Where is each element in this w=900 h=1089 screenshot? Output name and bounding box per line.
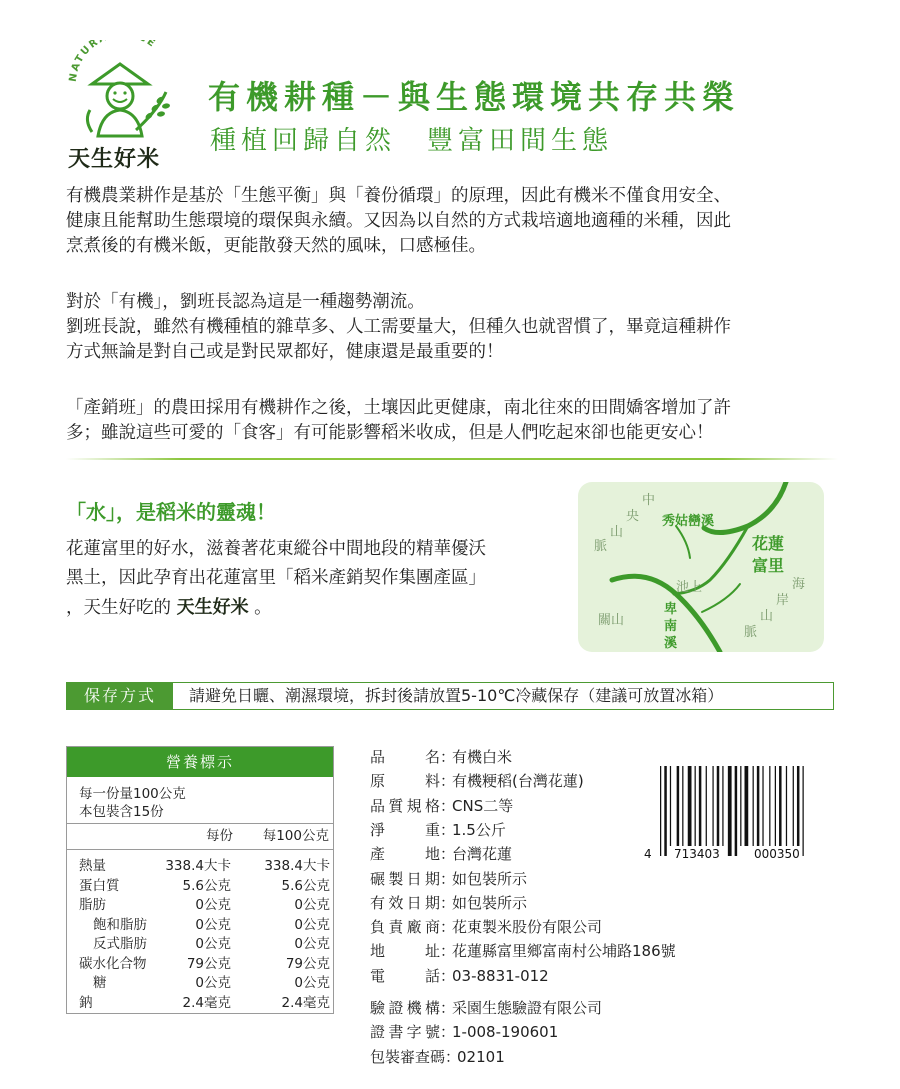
map-label-coastal-4: 脈: [744, 625, 758, 640]
inline-brand-name: 天生好米: [176, 597, 249, 618]
barcode-bar: [706, 766, 707, 846]
info-label: 有效日期: [370, 893, 440, 912]
map-label-xiugu-river: 秀姑巒溪: [662, 514, 715, 529]
info-colon: ：: [440, 893, 456, 912]
nutrient-per-100g: 0公克: [294, 897, 330, 913]
barcode-bar: [722, 766, 723, 846]
nutrient-name: 熱量: [79, 858, 106, 874]
map-label-fuli: 富里: [751, 556, 784, 575]
serving-info: [79, 785, 186, 821]
info-label: 原料: [370, 772, 440, 791]
water-paragraph: [66, 535, 566, 623]
serving-size: 每一份量100公克: [79, 786, 186, 802]
info-value: 如包裝所示: [452, 893, 528, 912]
info-row: [370, 795, 513, 817]
nutrient-per-100g: 0公克: [294, 936, 330, 952]
barcode-bar: [660, 766, 661, 856]
nutrition-column-headers: [67, 827, 333, 846]
info-value: 花蓮縣富里鄉富南村公埔路186號: [452, 942, 676, 961]
paragraph-line: [66, 593, 566, 623]
info-row: [370, 892, 527, 914]
map-label-beinan-1: 卑: [664, 602, 678, 617]
barcode-bar: [786, 766, 787, 846]
paragraph-line: 對於「有機」，劉班長認為這是一種趨勢潮流。: [66, 292, 425, 312]
map-label-central-3: 山: [610, 525, 624, 540]
map-label-beinan-3: 溪: [664, 636, 678, 651]
info-row: [370, 916, 602, 938]
section-divider: [66, 458, 838, 460]
barcode-bar: [793, 766, 794, 846]
logo-arc-text: NATUR E: [67, 40, 159, 83]
info-label: 品質規格: [370, 796, 440, 815]
info-value: 有機白米: [452, 748, 513, 766]
barcode-bar: [745, 766, 749, 846]
region-map: [578, 482, 824, 652]
nutrient-per-serving: 5.6公克: [182, 877, 231, 894]
nutrient-per-100g: 338.4大卡: [264, 858, 330, 874]
info-row: [370, 770, 584, 792]
info-value: 台灣花蓮: [452, 845, 513, 864]
nutrient-per-serving: 0公克: [195, 916, 231, 933]
info-colon: ：: [440, 869, 456, 888]
info-label: 證書字號: [370, 1023, 440, 1042]
nutrition-row: [67, 994, 333, 1013]
nutrition-row: [67, 857, 333, 876]
info-colon: ：: [445, 1047, 461, 1066]
storage-instructions: 請避免日曬、潮濕環境，拆封後請放置5-10℃冷藏保存（建議可放置冰箱）: [189, 686, 724, 705]
page-subtitle: 種植回歸自然 豐富田間生態: [210, 126, 614, 156]
column-header-per-serving: 每份: [206, 828, 233, 844]
nutrition-divider: [67, 823, 333, 824]
nutrient-per-serving: 0公克: [195, 975, 231, 991]
info-label: 電話: [370, 966, 440, 985]
paragraph-line: 「產銷班」的農田採用有機耕作之後，土壤因此更健康，南北往來的田間嬌客增加了許: [66, 398, 731, 418]
page-title: 有機耕種－與生態環境共存共榮: [208, 78, 741, 116]
nutrient-name: 蛋白質: [79, 877, 120, 894]
barcode-bar: [797, 766, 800, 846]
map-label-coastal-2: 岸: [776, 593, 790, 608]
info-colon: ：: [440, 820, 456, 839]
info-row: [370, 819, 506, 841]
barcode-bar: [769, 766, 770, 846]
nutrient-name: 反式脂肪: [93, 936, 147, 952]
nutrient-name: 鈉: [79, 994, 93, 1011]
info-colon: ：: [440, 966, 456, 985]
barcode-bar: [695, 766, 696, 846]
nutrition-row: [67, 974, 333, 993]
nutrition-row: [67, 916, 333, 935]
nutrient-name: 脂肪: [79, 897, 106, 913]
nutrient-per-serving: 0公克: [195, 897, 231, 913]
nutrition-row: [67, 877, 333, 896]
nutrient-name: 碳水化合物: [79, 955, 147, 972]
info-row: [370, 997, 602, 1019]
nutrient-per-serving: 79公克: [186, 955, 231, 972]
info-label: 負責廠商: [370, 918, 440, 937]
info-value: 采園生態驗證有限公司: [452, 999, 603, 1017]
map-label-coastal-1: 海: [792, 577, 806, 592]
nutrient-per-serving: 0公克: [195, 936, 231, 952]
info-row: [370, 746, 512, 768]
info-row: [370, 868, 527, 890]
info-colon: ：: [440, 918, 456, 937]
info-row: [370, 940, 676, 962]
nutrient-per-serving: 2.4毫克: [182, 994, 231, 1011]
map-label-coastal-3: 山: [760, 609, 774, 624]
info-row: [370, 965, 549, 987]
paragraph-line: 黑土，因此孕育出花蓮富里「稻米產銷契作集團產區」: [66, 568, 486, 588]
map-label-central-4: 脈: [594, 539, 608, 554]
map-label-beinan-2: 南: [664, 619, 678, 634]
info-value: 有機粳稻(台灣花蓮): [452, 772, 584, 791]
map-label-central-1: 中: [642, 493, 656, 508]
info-value: 02101: [457, 1047, 505, 1066]
barcode-bar: [717, 766, 720, 846]
info-label: 地址: [370, 942, 440, 961]
paragraph-line: 健康且能幫助生態環境的環保與永續。又因為以自然的方式栽培適地適種的米種，因此: [66, 211, 731, 231]
info-colon: ：: [440, 999, 456, 1017]
paragraph-line: 烹煮後的有機米飯，更能散發天然的風味，口感極佳。: [66, 236, 486, 256]
barcode-bar: [779, 766, 782, 846]
barcode-bars-icon: [658, 766, 824, 856]
map-label-central-2: 央: [626, 509, 640, 524]
nutrient-per-serving: 338.4大卡: [165, 858, 231, 874]
nutrition-row: [67, 955, 333, 974]
info-value: CNS二等: [452, 796, 514, 815]
info-label: 產地: [370, 845, 440, 864]
paragraph-line: 花蓮富里的好水，滋養著花東縱谷中間地段的精華優沃: [66, 539, 486, 559]
nutrition-divider: [67, 849, 333, 850]
info-label: 碾製日期: [370, 869, 440, 888]
paragraph-line: 有機農業耕作是基於「生態平衡」與「養份循環」的原理，因此有機米不僅食用安全、: [66, 186, 731, 206]
storage-box: [66, 682, 834, 710]
soil-paragraph: [66, 396, 842, 446]
map-label-guanshan: 關山: [598, 613, 625, 628]
farmer-logo-icon: [62, 40, 180, 150]
barcode-bar: [757, 766, 760, 846]
info-label: 品名: [370, 748, 440, 766]
leader-paragraph: [66, 290, 842, 365]
barcode-group-2: 000350: [754, 847, 800, 861]
paragraph-line: 劉班長說，雖然有機種植的雜草多、人工需要量大，但種久也就習慣了，畢竟這種耕作: [66, 317, 731, 337]
barcode-bar: [803, 766, 804, 856]
nutrient-per-100g: 2.4毫克: [281, 994, 330, 1011]
info-row: [370, 843, 512, 865]
info-colon: ：: [440, 748, 456, 766]
barcode-bar: [775, 766, 776, 846]
info-colon: ：: [440, 772, 456, 791]
paragraph-text: 。: [254, 598, 272, 618]
info-value: 03-8831-012: [452, 966, 549, 985]
nutrient-name: 糖: [93, 975, 107, 991]
nutrient-per-100g: 0公克: [294, 916, 330, 933]
info-colon: ：: [440, 1023, 456, 1042]
info-colon: ：: [440, 845, 456, 864]
nutrient-name: 飽和脂肪: [93, 916, 147, 933]
info-value: 如包裝所示: [452, 869, 528, 888]
info-label: 包裝審查碼: [370, 1047, 446, 1066]
barcode-bar: [728, 766, 732, 856]
barcode-bar: [682, 766, 683, 846]
servings-per-pack: 本包裝含15份: [79, 804, 164, 820]
nutrition-table: [66, 746, 334, 1014]
barcode-bar: [699, 766, 702, 846]
barcode-bar: [670, 766, 671, 846]
barcode-bar: [753, 766, 754, 846]
nutrient-per-100g: 5.6公克: [281, 877, 330, 894]
info-colon: ：: [440, 796, 456, 815]
intro-paragraph: [66, 184, 842, 259]
info-row: [370, 1046, 505, 1068]
brand-name: 天生好米: [68, 147, 161, 172]
info-label: 驗證機構: [370, 999, 440, 1017]
info-label: 淨重: [370, 820, 440, 839]
info-row: [370, 1021, 558, 1043]
nutrient-per-100g: 79公克: [285, 955, 330, 972]
barcode-bar: [740, 766, 741, 846]
barcode-bar: [664, 766, 667, 856]
barcode-bar: [762, 766, 763, 846]
info-value: 1.5公斤: [452, 820, 506, 839]
paragraph-text: ，天生好吃的: [66, 598, 171, 618]
column-header-per-100g: 每100公克: [262, 828, 329, 844]
nutrition-row: [67, 896, 333, 915]
info-colon: ：: [440, 942, 456, 961]
water-heading: 「水」，是稻米的靈魂！: [66, 500, 276, 524]
barcode-digit-lead: 4: [644, 847, 652, 861]
barcode-bar: [688, 766, 692, 846]
nutrition-title: 營養標示: [67, 747, 333, 777]
paragraph-line: 方式無論是對自己或是對民眾都好，健康還是最重要的！: [66, 342, 504, 362]
barcode-bar: [735, 766, 738, 856]
barcode-group-1: 713403: [674, 847, 720, 861]
info-value: 1-008-190601: [452, 1023, 559, 1042]
nutrition-row: [67, 935, 333, 954]
map-label-hualien: 花蓮: [751, 534, 784, 553]
barcode-bar: [712, 766, 713, 846]
map-label-chishang: 池上: [676, 580, 703, 595]
storage-label: 保存方式: [67, 683, 173, 709]
nutrient-per-100g: 0公克: [294, 975, 330, 991]
paragraph-line: 多；雖說這些可愛的「食客」有可能影響稻米收成，但是人們吃起來卻也能更安心！: [66, 423, 714, 443]
barcode-bar: [677, 766, 680, 846]
barcode: [644, 766, 824, 861]
info-value: 花東製米股份有限公司: [452, 918, 603, 937]
